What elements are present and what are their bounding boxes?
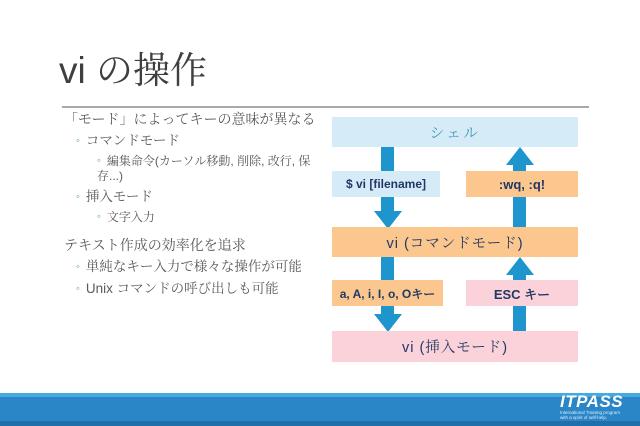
bullet-list xyxy=(64,110,324,302)
list-item: ◦ 編集命令(カーソル移動, 削除, 改行, 保存...) xyxy=(97,154,311,183)
insert-keys-label: a, A, i, I, o, Oキー xyxy=(332,280,443,306)
bullet-icon: ◦ xyxy=(76,261,80,273)
command-mode-box: vi (コマンドモード) xyxy=(332,227,578,257)
page-title: vi の操作 xyxy=(59,50,207,91)
footer-bottom-strip xyxy=(0,421,640,426)
logo-tagline: International Training program xyxy=(560,410,621,415)
enter-command-label: $ vi [filename] xyxy=(332,171,440,197)
list-item: テキスト作成の効率化を追求 xyxy=(64,237,246,253)
title-divider xyxy=(62,106,589,108)
esc-key-label: ESC キー xyxy=(466,280,578,306)
list-item: ◦ 挿入モード xyxy=(76,189,153,204)
list-item: ◦ 文字入力 xyxy=(97,210,155,224)
itpass-logo xyxy=(560,393,635,420)
logo-tagline: with a spirit of self-help. xyxy=(560,415,608,420)
up-arrow-icon xyxy=(506,257,534,275)
bullet-icon: ◦ xyxy=(97,155,101,167)
bullet-icon: ◦ xyxy=(97,211,101,223)
list-item: 「モード」によってキーの意味が異なる xyxy=(64,111,316,127)
list-item: ◦ 単純なキー入力で様々な操作が可能 xyxy=(76,259,302,274)
bullet-icon: ◦ xyxy=(76,191,80,203)
list-item: ◦ Unix コマンドの呼び出しも可能 xyxy=(76,281,279,296)
up-arrow-icon xyxy=(506,147,534,165)
bullet-icon: ◦ xyxy=(76,283,80,295)
itpass-logo-text: ITPASS xyxy=(560,392,624,411)
down-arrow-icon xyxy=(374,314,402,332)
quit-command-label: :wq, :q! xyxy=(466,171,578,197)
footer-bar xyxy=(0,397,640,421)
shell-box: シェル xyxy=(332,117,578,147)
bullet-icon: ◦ xyxy=(76,135,80,147)
list-item: ◦ コマンドモード xyxy=(76,133,180,148)
insert-mode-box: vi (挿入モード) xyxy=(332,331,578,362)
